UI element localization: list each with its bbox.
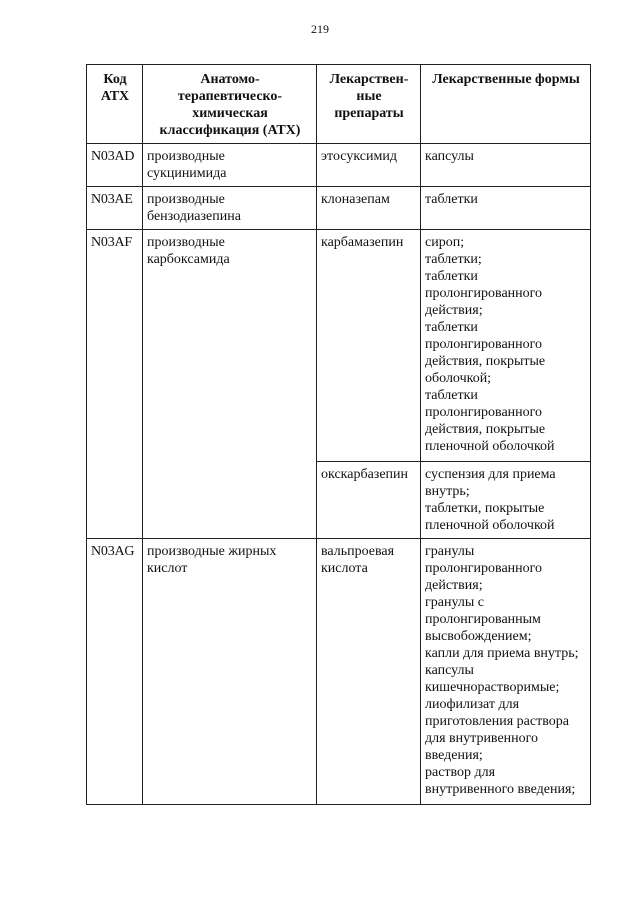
- dosage-form-line: таблетки: [425, 388, 478, 403]
- classification-line: кислот: [147, 561, 188, 576]
- dosage-form-line: пленочной оболочкой: [425, 439, 555, 454]
- dosage-form-line: таблетки: [425, 192, 478, 207]
- dosage-form-line: раствор для: [425, 765, 496, 780]
- dosage-forms-cell: [421, 144, 591, 187]
- table-row: [87, 144, 591, 187]
- drug-cell: [317, 539, 421, 805]
- dosage-form-line: пролонгированного: [425, 405, 543, 420]
- classification-line: производные: [147, 149, 225, 164]
- dosage-form-line: пленочной оболочкой: [425, 518, 555, 533]
- header-forms: [421, 65, 591, 144]
- header-forms-line: Лекарственные формы: [432, 72, 580, 87]
- header-drugs-line: Лекарствен-: [329, 72, 409, 87]
- header-classification-line: терапевтическо-: [177, 89, 283, 104]
- dosage-form-line: кишечнорастворимые;: [425, 680, 560, 695]
- dosage-form-line: пролонгированного: [425, 337, 543, 352]
- classification-cell: [143, 230, 317, 539]
- dosage-form-line: суспензия для приема: [425, 467, 556, 482]
- classification-line: карбоксамида: [147, 252, 230, 267]
- drug-name-line: клоназепам: [321, 192, 390, 207]
- dosage-form-line: пролонгированного: [425, 561, 543, 576]
- classification-cell: [143, 539, 317, 805]
- header-code-line: Код: [103, 72, 127, 87]
- drug-name-line: этосуксимид: [321, 149, 397, 164]
- drug-cell: [317, 187, 421, 230]
- atx-classification-table: [86, 64, 591, 805]
- atx-code-cell: N03AG: [87, 539, 143, 805]
- dosage-form-line: капли для приема внутрь;: [425, 646, 579, 661]
- drug-cell: [317, 230, 421, 462]
- dosage-form-line: таблетки: [425, 320, 478, 335]
- classification-cell: [143, 187, 317, 230]
- dosage-form-line: таблетки, покрытые: [425, 501, 545, 516]
- classification-cell: [143, 144, 317, 187]
- header-classification-line: Анатомо-: [200, 72, 260, 87]
- dosage-form-line: таблетки: [425, 269, 478, 284]
- dosage-forms-cell: [421, 462, 591, 539]
- dosage-form-line: капсулы: [425, 149, 474, 164]
- page-number: 219: [311, 22, 329, 36]
- header-drugs: [317, 65, 421, 144]
- atx-code-cell: N03AE: [87, 187, 143, 230]
- dosage-form-line: действия, покрытые: [425, 354, 546, 369]
- header-code: [87, 65, 143, 144]
- header-code-line: АТХ: [100, 89, 130, 104]
- table-row: [87, 187, 591, 230]
- table-header-row: [87, 65, 591, 144]
- drug-cell: [317, 462, 421, 539]
- dosage-form-line: лиофилизат для: [425, 697, 520, 712]
- classification-line: производные: [147, 192, 225, 207]
- drug-cell: [317, 144, 421, 187]
- drug-name-line: окскарбазепин: [321, 467, 409, 482]
- header-drugs-line: ные: [356, 89, 382, 104]
- table-row: [87, 539, 591, 805]
- header-classification: [143, 65, 317, 144]
- header-classification-line: классификация (АТХ): [159, 123, 301, 138]
- dosage-form-line: пролонгированным: [425, 612, 541, 627]
- dosage-form-line: действия, покрытые: [425, 422, 546, 437]
- dosage-form-line: таблетки;: [425, 252, 482, 267]
- table-body: [87, 144, 591, 805]
- dosage-form-line: внутривенного введения;: [425, 782, 576, 797]
- dosage-form-line: высвобождением;: [425, 629, 532, 644]
- atx-code-cell: N03AF: [87, 230, 143, 539]
- classification-line: сукцинимида: [147, 166, 227, 181]
- dosage-form-line: гранулы: [425, 544, 475, 559]
- classification-line: бензодиазепина: [147, 209, 241, 224]
- dosage-form-line: приготовления раствора: [425, 714, 569, 729]
- dosage-forms-cell: [421, 539, 591, 805]
- dosage-form-line: пролонгированного: [425, 286, 543, 301]
- drug-name-line: карбамазепин: [321, 235, 404, 250]
- table-row: [87, 230, 591, 462]
- dosage-form-line: сироп;: [425, 235, 465, 250]
- dosage-forms-cell: [421, 230, 591, 462]
- drug-name-line: кислота: [321, 561, 368, 576]
- drug-name-line: вальпроевая: [321, 544, 395, 559]
- dosage-form-line: капсулы: [425, 663, 474, 678]
- classification-line: производные жирных: [147, 544, 277, 559]
- dosage-form-line: действия;: [425, 578, 483, 593]
- dosage-form-line: оболочкой;: [425, 371, 492, 386]
- dosage-form-line: введения;: [425, 748, 483, 763]
- dosage-form-line: внутрь;: [425, 484, 470, 499]
- atx-code-cell: N03AD: [87, 144, 143, 187]
- dosage-form-line: гранулы с: [425, 595, 484, 610]
- dosage-form-line: действия;: [425, 303, 483, 318]
- header-drugs-line: препараты: [334, 106, 404, 121]
- dosage-forms-cell: [421, 187, 591, 230]
- classification-line: производные: [147, 235, 225, 250]
- header-classification-line: химическая: [192, 106, 268, 121]
- dosage-form-line: для внутривенного: [425, 731, 539, 746]
